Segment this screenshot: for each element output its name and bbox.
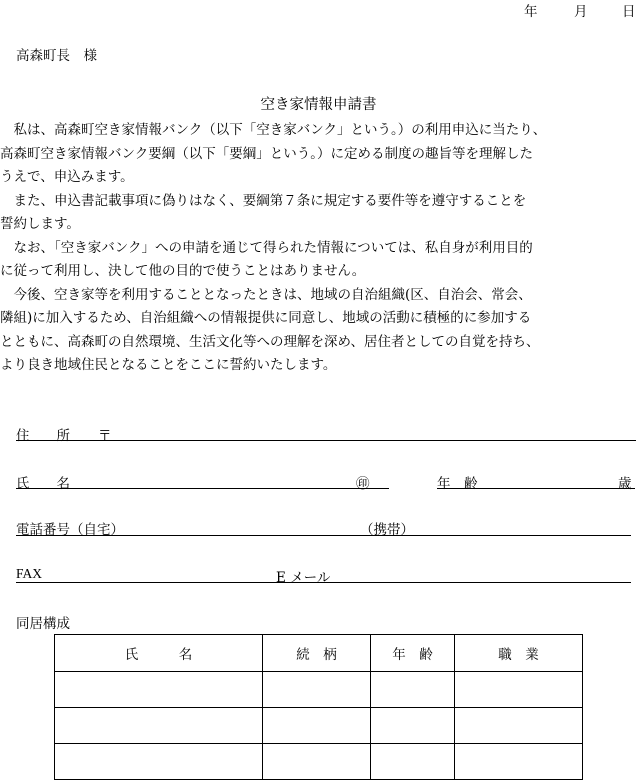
age-label: 年 齢 bbox=[437, 476, 478, 492]
column-header-age: 年 齢 bbox=[371, 635, 455, 672]
household-table bbox=[54, 634, 583, 780]
email-label: E メール bbox=[276, 570, 331, 586]
pledge-line: なお、「空き家バンク」への申請を通じて得られた情報については、私自身が利用目的 bbox=[0, 239, 533, 256]
member-occupation-cell[interactable] bbox=[455, 708, 583, 744]
member-occupation-cell[interactable] bbox=[455, 744, 583, 780]
phone-mobile-label: （携帯） bbox=[360, 522, 414, 538]
member-relationship-cell[interactable] bbox=[263, 672, 371, 708]
member-relationship-cell[interactable] bbox=[263, 708, 371, 744]
member-age-cell[interactable] bbox=[371, 708, 455, 744]
pledge-line: より良き地域住民となることをここに誓約いたします。 bbox=[0, 357, 337, 373]
member-relationship-cell[interactable] bbox=[263, 744, 371, 780]
member-name-cell[interactable] bbox=[55, 744, 263, 780]
date-month: 月 bbox=[574, 4, 588, 20]
name-field[interactable] bbox=[16, 488, 389, 489]
column-header-occupation: 職 業 bbox=[455, 635, 583, 672]
fax-label: FAX bbox=[16, 566, 43, 581]
fax-email-field[interactable] bbox=[16, 582, 631, 583]
phone-field[interactable] bbox=[16, 535, 631, 536]
pledge-line: 私は、高森町空き家情報バンク（以下「空き家バンク」という。）の利用申込に当たり、 bbox=[0, 122, 547, 138]
phone-home-label: 電話番号（自宅） bbox=[16, 522, 124, 538]
pledge-line: また、申込書記載事項に偽りはなく、要綱第７条に規定する要件等を遵守することを bbox=[0, 192, 527, 209]
household-header-row bbox=[55, 635, 583, 672]
seal-mark: ㊞ bbox=[356, 476, 370, 492]
table-row bbox=[55, 744, 583, 780]
addressee: 高森町長 様 bbox=[16, 48, 97, 64]
household-title: 同居構成 bbox=[16, 616, 70, 632]
address-label: 住 所 bbox=[16, 428, 70, 444]
pledge-line: に従って利用し、決して他の目的で使うことはありません。 bbox=[0, 263, 366, 279]
postal-mark: 〒 bbox=[98, 428, 112, 444]
age-field[interactable] bbox=[437, 488, 635, 489]
pledge-line: 高森町空き家情報バンク要綱（以下「要綱」という。）に定める制度の趣旨等を理解した bbox=[0, 145, 533, 162]
member-age-cell[interactable] bbox=[371, 744, 455, 780]
age-unit: 歳 bbox=[618, 476, 632, 492]
member-occupation-cell[interactable] bbox=[455, 672, 583, 708]
member-name-cell[interactable] bbox=[55, 708, 263, 744]
address-field[interactable] bbox=[16, 440, 636, 441]
date-year: 年 bbox=[524, 4, 538, 20]
column-header-name: 氏 名 bbox=[55, 635, 263, 672]
pledge-line: 今後、空き家等を利用することとなったときは、地域の自治組織(区、自治会、常会、 bbox=[0, 286, 532, 303]
document-title: 空き家情報申請書 bbox=[260, 97, 377, 113]
pledge-line: とともに、高森町の自然環境、生活文化等への理解を深め、居住者としての自覚を持ち、 bbox=[0, 333, 540, 350]
table-row bbox=[55, 672, 583, 708]
name-label: 氏 名 bbox=[16, 476, 70, 492]
date-day: 日 bbox=[622, 4, 636, 20]
member-age-cell[interactable] bbox=[371, 672, 455, 708]
table-row bbox=[55, 708, 583, 744]
pledge-line: 隣組)に加入するため、自治組織への情報提供に同意し、地域の活動に積極的に参加する bbox=[0, 310, 532, 326]
pledge-line: 誓約します。 bbox=[0, 216, 80, 232]
column-header-relationship: 続 柄 bbox=[263, 635, 371, 672]
member-name-cell[interactable] bbox=[55, 672, 263, 708]
pledge-line: うえで、申込みます。 bbox=[0, 169, 134, 185]
